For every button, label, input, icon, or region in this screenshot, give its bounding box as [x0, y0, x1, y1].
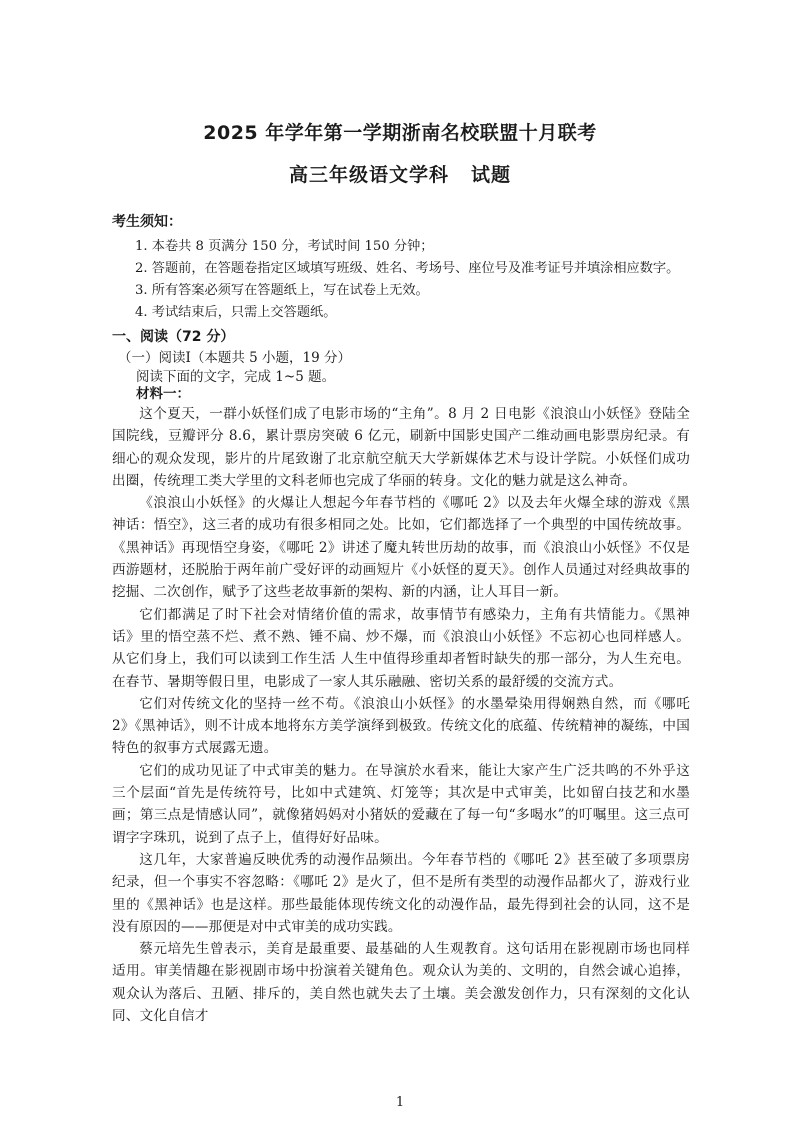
passage-paragraph: 这个夏天，一群小妖怪们成了电影市场的“主角”。8 月 2 日电影《浪浪山小妖怪》登陆全国院线，豆瓣评分 8.6，累计票房突破 6 亿元，刷新中国影史国产二维动画电影票房纪录。有细心的观众发现，影片的片尾致谢了北京航空航天大学新媒体艺术与设计学院。小妖怪们成功出圈，传统理工类大学里的文科老师也完成了华丽的转身。文化的魅力就是这么神奇。: [112, 406, 690, 489]
passage-paragraph: 这几年，大家普遍反映优秀的动漫作品频出。今年春节档的《哪吒 2》甚至破了多项票房纪录，但一个事实不容忽略：《哪吒 2》是火了，但不是所有类型的动漫作品都火了，游戏行业里的《黑神话》也是这样。那些最能体现传统文化的动漫作品，最先得到社会的认同，这不是没有原因的——那便是对中式审美的成功实践。: [112, 851, 690, 935]
exam-subject: 高三年级语文学科: [288, 164, 449, 186]
passage-paragraph: 《浪浪山小妖怪》的火爆让人想起今年春节档的《哪吒 2》以及去年火爆全球的游戏《黑神话：悟空》，这三者的成功有很多相同之处。比如，它们都选择了一个典型的中国传统故事。《黑神话》再现悟空身姿，《哪吒 2》讲述了魔丸转世历劫的故事，而《浪浪山小妖怪》不仅是西游题材，还脱胎于两年前广受好评的动画短片《小妖怪的夏天》。创作人员通过对经典故事的挖掘、二次创作，赋予了这些老故事新的架构、新的内涵，让人耳目一新。: [112, 495, 690, 601]
passage-paragraph: 蔡元培先生曾表示，美育是最重要、最基础的人生观教育。这句话用在影视剧市场也同样适用。审美情趣在影视剧市场中扮演着关键角色。观众认为美的、文明的，自然会诚心追捧，观众认为落后、丑陋、排斥的，美自然也就失去了土壤。美会激发创作力，只有深刻的文化认同、文化自信才: [112, 941, 690, 1025]
passage-paragraph: 它们对传统文化的坚持一丝不苟。《浪浪山小妖怪》的水墨晕染用得娴熟自然，而《哪吒 2》《黑神话》，则不计成本地将东方美学演绎到极致。传统文化的底蕴、传统精神的凝练，中国特色的叙事方式展露无遗。: [112, 695, 690, 757]
exam-subtitle: [0, 160, 800, 187]
subsection-heading: （一）阅读Ⅰ（本题共 5 小题，19 分）: [118, 350, 351, 366]
passage-paragraph: 它们都满足了时下社会对情绪价值的需求，故事情节有感染力，主角有共情能力。《黑神话》里的悟空蒸不烂、煮不熟、锤不扁、炒不爆，而《浪浪山小妖怪》不忘初心也同样感人。从它们身上，我们可以读到工作生活 人生中值得珍重却者暂时缺失的那一部分，为人生充电。在春节、暑期等假日里，电影成了一家人其乐融融、密切关系的最舒缓的交流方式。: [112, 606, 690, 690]
notice-item: 2. 答题前，在答题卷指定区域填写班级、姓名、考场号、座位号及准考证号并填涂相应数字。: [135, 261, 680, 276]
exam-title: 2025 年学年第一学期浙南名校联盟十月联考: [203, 122, 597, 144]
section-heading: 一、阅读（72 分）: [112, 329, 235, 345]
notice-item: 4. 考试结束后，只需上交答题纸。: [135, 305, 337, 320]
reading-passage: [112, 403, 690, 1027]
reading-instruction: 阅读下面的文字，完成 1~5 题。: [136, 369, 336, 385]
notice-item: 1. 本卷共 8 页满分 150 分，考试时间 150 分钟；: [135, 239, 434, 254]
material-label: 材料一：: [136, 386, 190, 402]
passage-paragraph: 它们的成功见证了中式审美的魅力。在导演於水看来，能让大家产生广泛共鸣的不外乎这三个层面“首先是传统符号，比如中式建筑、灯笼等；其次是中式审美，比如留白技艺和水墨画；第三点是情感认同”，就像猪妈妈对小猪妖的爱藏在了每一句“多喝水”的叮嘱里。这三点可谓字字珠玑，说到了点子上，值得好好品味。: [112, 762, 690, 846]
notice-item: 3. 所有答案必须写在答题纸上，写在试卷上无效。: [135, 283, 429, 298]
page-number: 1: [395, 1095, 405, 1110]
notice-heading: 考生须知：: [112, 214, 182, 230]
exam-type: 试题: [471, 164, 512, 186]
